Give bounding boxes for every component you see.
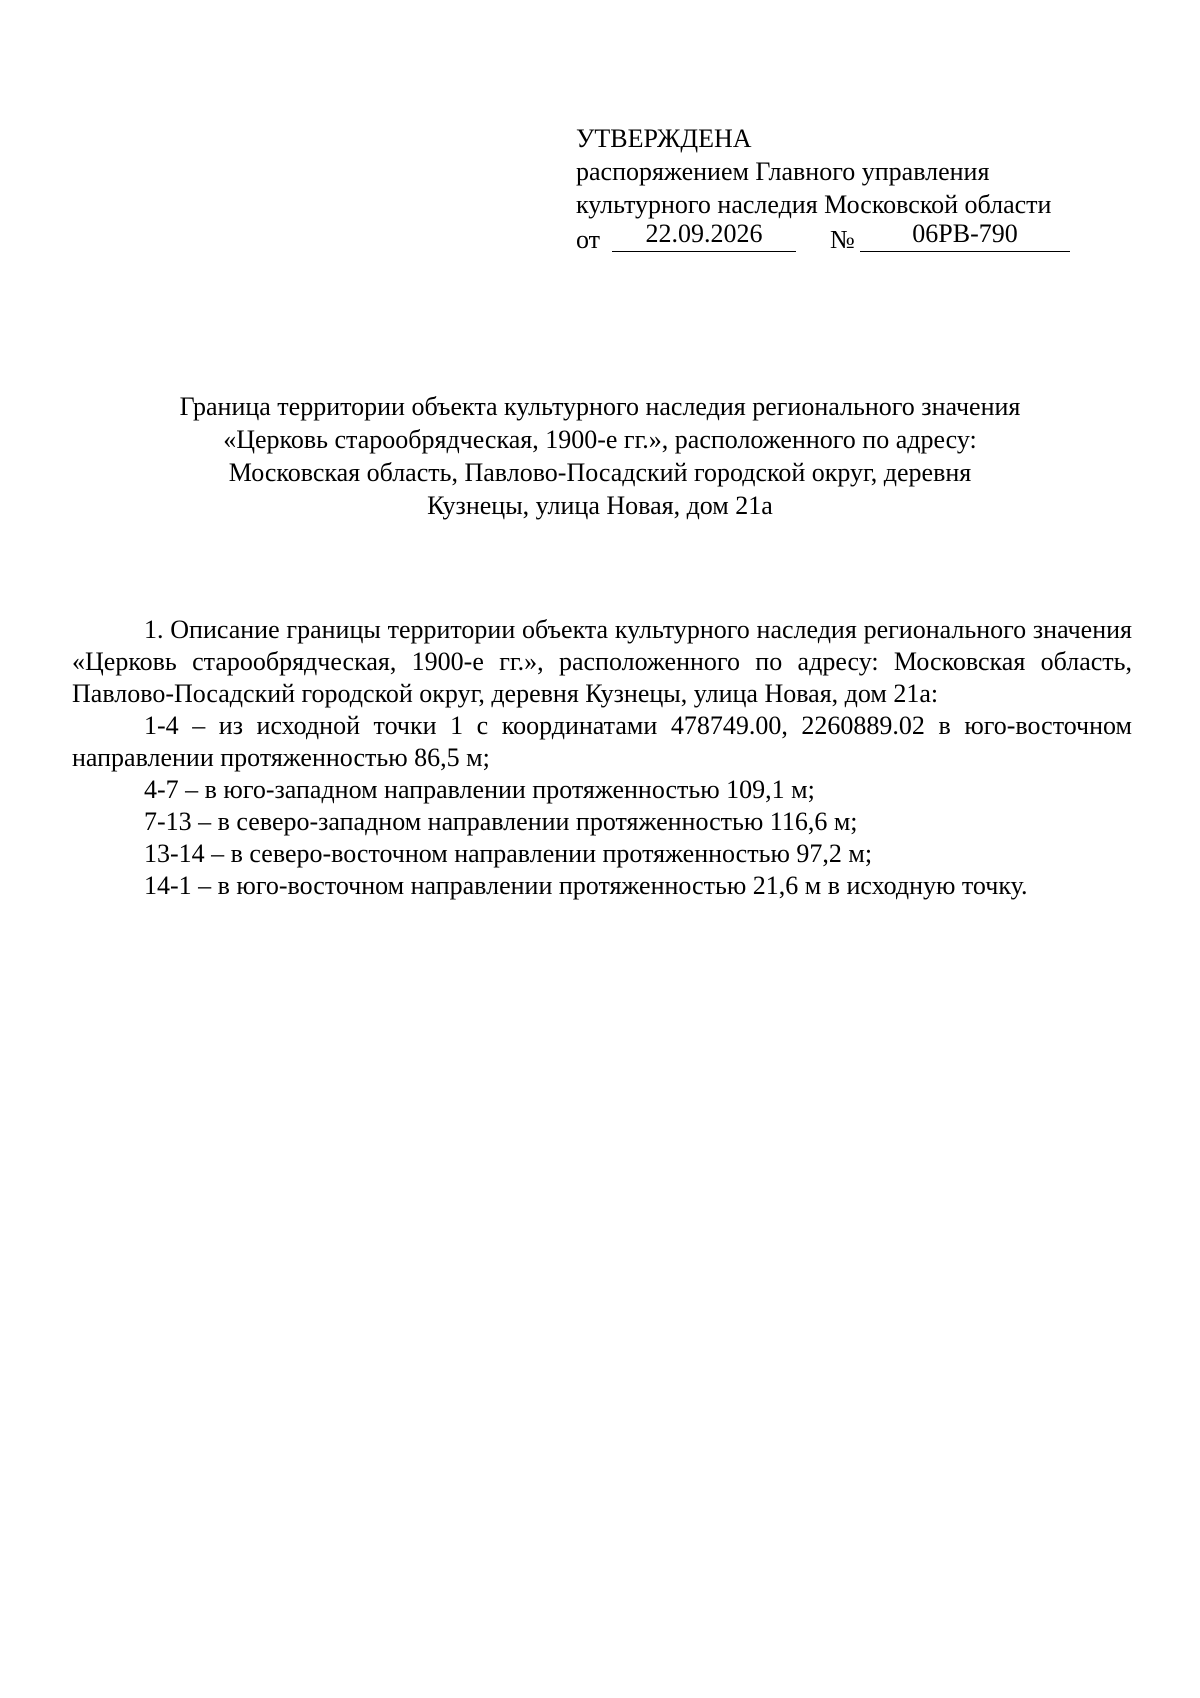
approval-status: УТВЕРЖДЕНА — [576, 124, 752, 153]
boundary-segment-1-4: 1-4 – из исходной точки 1 с координатами 478749.00, 2260889.02 в юго-восточном направлении протяженностью 86,5 м; — [72, 711, 1132, 772]
approval-authority-line-2: культурного наследия Московской области — [576, 190, 1052, 219]
description-intro: 1. Описание границы территории объекта культурного наследия регионального значения «Церковь старообрядческая, 1900-е гг.», расположенного по адресу: Московская область, Павлово-Посадский городской округ, деревня Кузнецы, улица Новая, дом 21а: — [72, 615, 1132, 708]
title-line-1: Граница территории объекта культурного наследия регионального значения — [179, 392, 1021, 421]
document-title — [80, 390, 1120, 522]
date-label: от — [576, 225, 601, 254]
number-label: № — [830, 225, 855, 254]
title-line-4: Кузнецы, улица Новая, дом 21а — [427, 491, 773, 520]
approval-block — [576, 122, 1096, 257]
boundary-segment-4-7: 4-7 – в юго-западном направлении протяженностью 109,1 м; — [144, 775, 815, 804]
boundary-segment-14-1: 14-1 – в юго-восточном направлении протяженностью 21,6 м в исходную точку. — [144, 871, 1028, 900]
approval-number: 06РВ-790 — [860, 217, 1070, 252]
boundary-segment-7-13: 7-13 – в северо-западном направлении протяженностью 116,6 м; — [144, 807, 858, 836]
approval-authority-line-1: распоряжением Главного управления — [576, 157, 990, 186]
registration-line — [576, 221, 1096, 257]
boundary-segment-13-14: 13-14 – в северо-восточном направлении протяженностью 97,2 м; — [144, 839, 873, 868]
title-line-2: «Церковь старообрядческая, 1900-е гг.», расположенного по адресу: — [223, 425, 977, 454]
boundary-description — [72, 614, 1132, 902]
title-line-3: Московская область, Павлово-Посадский городской округ, деревня — [228, 458, 972, 487]
approval-date: 22.09.2026 — [612, 217, 796, 252]
